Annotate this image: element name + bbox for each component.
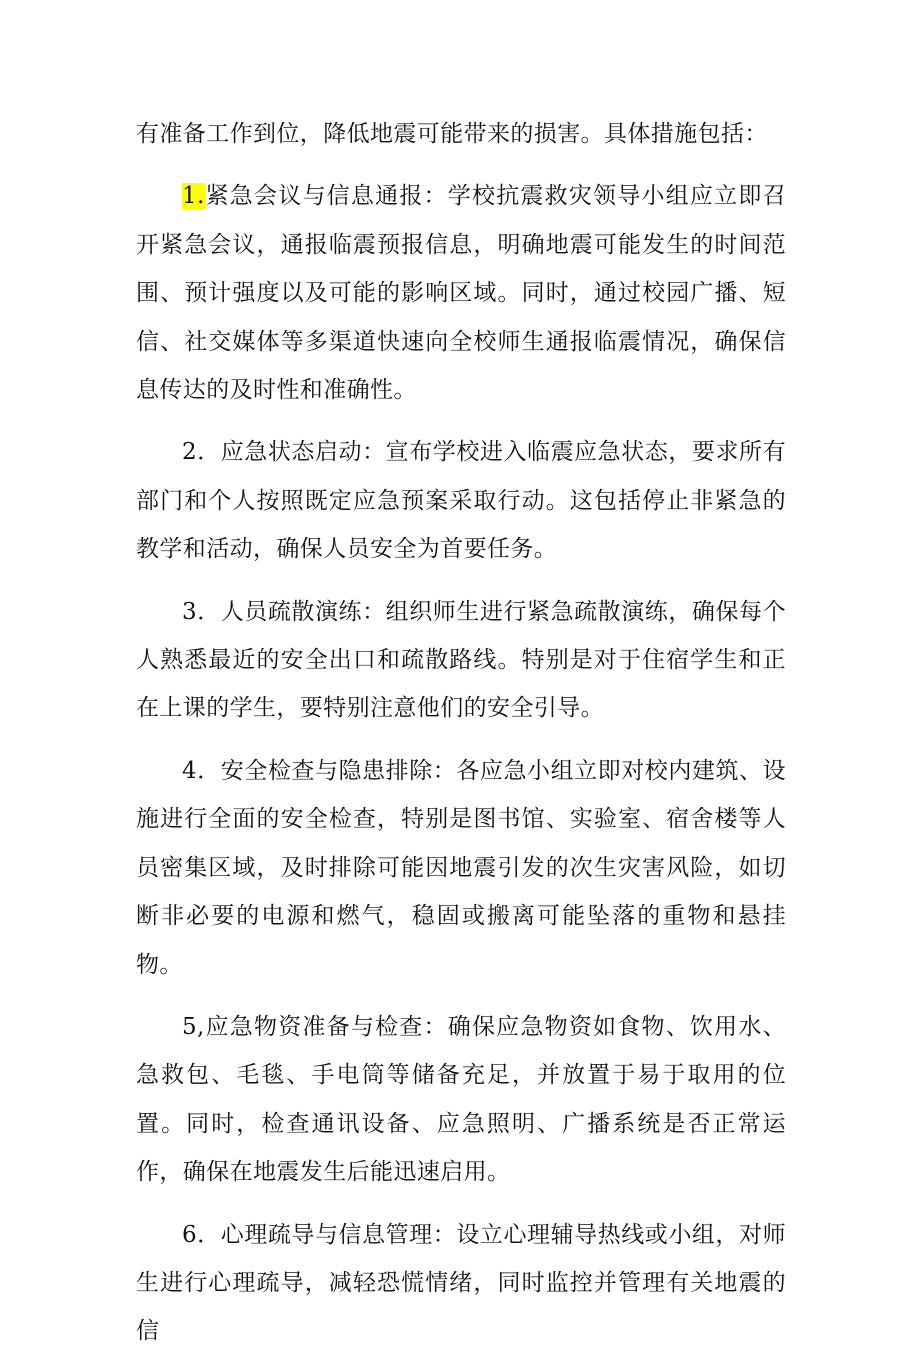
intro-paragraph: 有准备工作到位，降低地震可能带来的损害。具体措施包括：	[136, 121, 768, 147]
measure-4-paragraph: 4．安全检查与隐患排除：各应急小组立即对校内建筑、设施进行全面的安全检查，特别是图书馆、实验室、宿舍楼等人员密集区域，及时排除可能因地震引发的次生灾害风险，如切断非必要的电源和燃气，稳固或搬离可能坠落的重物和悬挂物。	[136, 757, 786, 978]
highlighted-item-number: 1.	[182, 183, 205, 210]
measure-5-paragraph: 5,应急物资准备与检查：确保应急物资如食物、饮用水、急救包、毛毯、手电筒等储备充足，并放置于易于取用的位置。同时，检查通讯设备、应急照明、广播系统是否正常运作，确保在地震发生后能迅速启用。	[136, 1013, 786, 1186]
measure-3-paragraph: 3．人员疏散演练：组织师生进行紧急疏散演练，确保每个人熟悉最近的安全出口和疏散路线。特别是对于住宿学生和正在上课的学生，要特别注意他们的安全引导。	[136, 598, 786, 722]
measure-2-paragraph: 2．应急状态启动：宣布学校进入临震应急状态，要求所有部门和个人按照既定应急预案采取行动。这包括停止非紧急的教学和活动，确保人员安全为首要任务。	[136, 439, 786, 563]
measure-1-text: 紧急会议与信息通报：学校抗震救灾领导小组应立即召开紧急会议，通报临震预报信息，明确地震可能发生的时间范围、预计强度以及可能的影响区域。同时，通过校园广播、短信、社交媒体等多渠道快速向全校师生通报临震情况，确保信息传达的及时性和准确性。	[136, 183, 786, 404]
measure-1-paragraph	[136, 172, 786, 414]
measure-6-paragraph: 6．心理疏导与信息管理：设立心理辅导热线或小组，对师生进行心理疏导，减轻恐慌情绪，同时监控并管理有关地震的信	[136, 1221, 786, 1345]
document-page	[136, 110, 786, 1370]
